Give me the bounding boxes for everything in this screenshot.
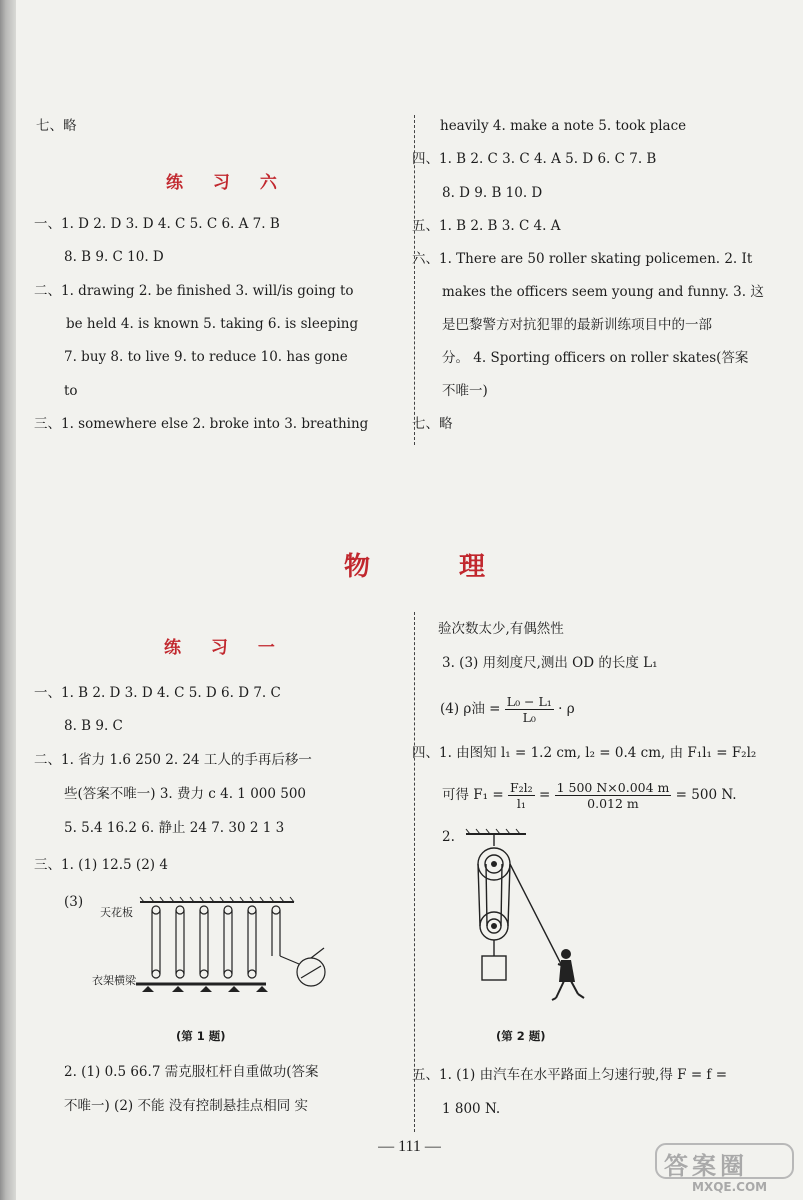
- section-title-exercise-6: 练 习 六: [166, 173, 289, 193]
- force-formula-result: = 500 N.: [675, 787, 737, 803]
- density-fraction: [505, 694, 554, 725]
- p1-part2-line2: 些(答案不唯一) 3. 费力 c 4. 1 000 500: [64, 786, 307, 802]
- force-fraction-1-denominator: l₁: [516, 796, 526, 811]
- e6-part1-line2: 8. B 9. C 10. D: [64, 249, 164, 265]
- e-right-part4-line2: 8. D 9. B 10. D: [442, 185, 543, 201]
- force-formula-prefix: 可得 F₁ =: [442, 787, 504, 803]
- fig1-caption: (第 1 题): [176, 1029, 226, 1043]
- page-number: — 111 —: [378, 1138, 441, 1155]
- density-fraction-numerator: L₀ − L₁: [506, 694, 552, 709]
- force-fraction-1-numerator: F₂l₂: [509, 780, 533, 795]
- p-right-part5-line2: 1 800 N.: [442, 1101, 501, 1117]
- answer-page: [16, 0, 803, 1200]
- p1-part2-line3: 5. 5.4 16.2 6. 静止 24 7. 30 2 1 3: [64, 820, 285, 836]
- english-item-7: 七、略: [36, 118, 77, 134]
- e-right-line1: heavily 4. make a note 5. took place: [440, 118, 687, 134]
- e6-part3-line1: 三、1. somewhere else 2. broke into 3. breathing: [34, 416, 369, 432]
- p1-part3-line1: 三、1. (1) 12.5 (2) 4: [34, 857, 168, 873]
- fig1-beam-label: 衣架横梁: [92, 974, 136, 987]
- p-right-line2: 3. (3) 用刻度尺,测出 OD 的长度 L₁: [442, 655, 658, 671]
- e-right-part6-line4: 分。 4. Sporting officers on roller skates(答案: [442, 350, 749, 366]
- section-title-physics-exercise-1: 练 习 一: [164, 638, 287, 658]
- force-fraction-2: [555, 780, 672, 811]
- p-right-line1: 验次数太少,有偶然性: [438, 621, 564, 637]
- force-fraction-2-denominator: 0.012 m: [587, 796, 639, 811]
- fig1-ceiling-label: 天花板: [100, 906, 133, 919]
- e6-part2-line1: 二、1. drawing 2. be finished 3. will/is going to: [34, 283, 354, 299]
- p-right-part4-line1: 四、1. 由图知 l₁ = 1.2 cm, l₂ = 0.4 cm, 由 F₁l₁ = F₂l₂: [412, 745, 757, 761]
- p1-part3-line2: 2. (1) 0.5 66.7 需克服杠杆自重做功(答案: [64, 1064, 319, 1080]
- p1-part1-line1: 一、1. B 2. D 3. D 4. C 5. D 6. D 7. C: [34, 685, 281, 701]
- density-fraction-denominator: L₀: [522, 710, 536, 725]
- p1-part2-line1: 二、1. 省力 1.6 250 2. 24 工人的手再后移一: [34, 752, 312, 768]
- e-right-part4-line1: 四、1. B 2. C 3. C 4. A 5. D 6. C 7. B: [412, 151, 657, 167]
- density-formula-suffix: · ρ: [558, 701, 575, 717]
- p-right-item2-label: 2.: [442, 829, 455, 845]
- e-right-part7: 七、略: [412, 416, 453, 432]
- e-right-part6-line5: 不唯一): [442, 383, 488, 399]
- watermark-text: 答案圈: [664, 1152, 748, 1180]
- watermark-logo: [652, 1140, 797, 1196]
- fig2-caption: (第 2 题): [496, 1029, 546, 1043]
- e6-part2-line3: 7. buy 8. to live 9. to reduce 10. has gone: [64, 349, 348, 365]
- watermark-url: MXQE.COM: [692, 1180, 768, 1194]
- p1-part3-label: (3): [64, 894, 84, 910]
- e6-part2-line4: to: [64, 383, 78, 399]
- p1-part3-line3: 不唯一) (2) 不能 没有控制悬挂点相同 实: [64, 1098, 309, 1114]
- p-right-part5-line1: 五、1. (1) 由汽车在水平路面上匀速行驶,得 F = f =: [412, 1067, 728, 1083]
- p-right-force-formula: [442, 780, 737, 811]
- e6-part2-line2: be held 4. is known 5. taking 6. is sleeping: [66, 316, 359, 332]
- e-right-part6-line3: 是巴黎警方对抗犯罪的最新训练项目中的一部: [442, 317, 712, 333]
- density-formula-prefix: (4) ρ油 =: [440, 701, 501, 717]
- force-fraction-1: [508, 780, 535, 811]
- e-right-part6-line1: 六、1. There are 50 roller skating policemen. 2. It: [412, 251, 753, 267]
- e6-part1-line1: 一、1. D 2. D 3. D 4. C 5. C 6. A 7. B: [34, 216, 280, 232]
- page-binding-edge: [0, 0, 16, 1200]
- column-divider-top: [414, 115, 415, 445]
- subject-title-physics: 物 理: [344, 552, 526, 582]
- figure-2-pulley-person: [456, 826, 606, 1016]
- force-fraction-2-numerator: 1 500 N×0.004 m: [556, 780, 670, 795]
- p1-part1-line2: 8. B 9. C: [64, 718, 123, 734]
- p-right-density-formula: [440, 694, 575, 725]
- e-right-part6-line2: makes the officers seem young and funny. 3. 这: [442, 284, 764, 300]
- e-right-part5: 五、1. B 2. B 3. C 4. A: [412, 218, 561, 234]
- column-divider-bottom: [414, 612, 415, 1132]
- force-formula-equals: =: [538, 787, 551, 803]
